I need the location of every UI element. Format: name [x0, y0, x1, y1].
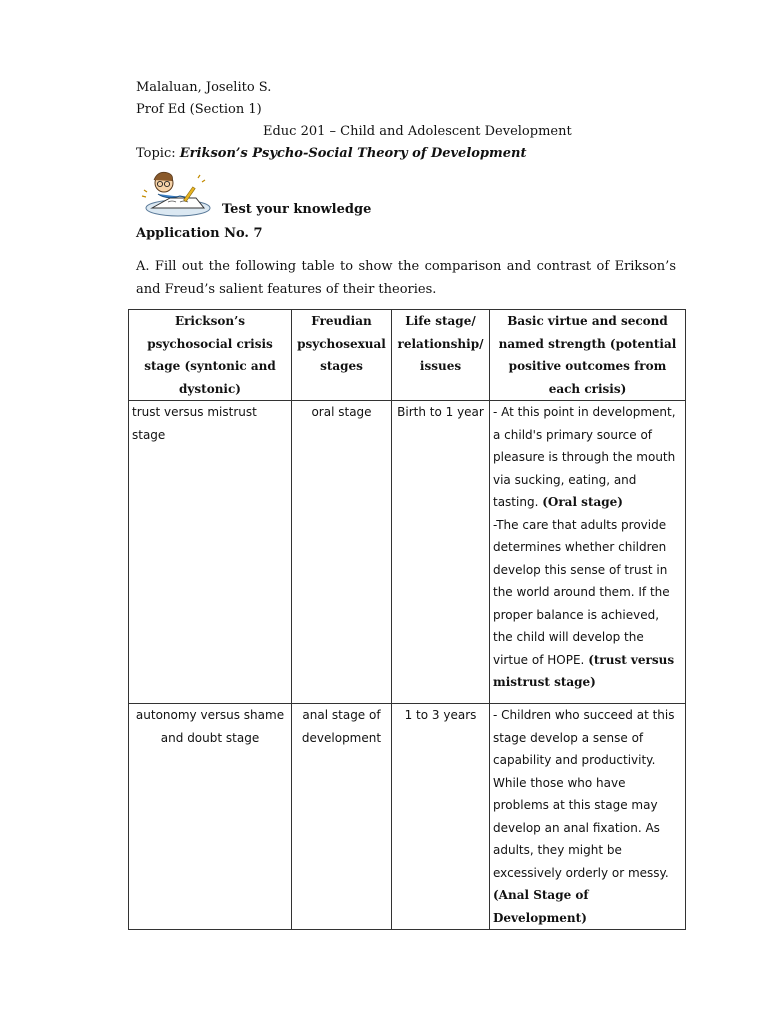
topic-label: Topic: [136, 146, 180, 161]
cell-virtue [490, 704, 686, 930]
comparison-table [128, 309, 686, 930]
test-heading: Test your knowledge [222, 202, 372, 217]
cell-freudian: oral stage [292, 401, 392, 704]
author-name: Malaluan, Joselito S. [136, 80, 272, 95]
subject-title: Educ 201 – Child and Adolescent Development [263, 124, 572, 139]
col-header-virtue: Basic virtue and second named strength (potential positive outcomes from each crisis) [490, 310, 686, 401]
cell-life-stage: 1 to 3 years [392, 704, 490, 930]
virtue-label: (trust versus mistrust stage) [493, 652, 675, 689]
col-header-erikson: Erickson’s psychosocial crisis stage (syntonic and dystonic) [129, 310, 292, 401]
virtue-label: (Oral stage) [542, 495, 623, 509]
topic-title: Erikson’s Psycho-Social Theory of Development [179, 146, 527, 161]
virtue-text: - Children who succeed at this stage develop a sense of capability and productivity. While those who have problems at this stage may develop an anal fixation. As adults, they might be excessively orderly or messy. [493, 708, 675, 880]
virtue-text: -The care that adults provide determines whether children develop this sense of trust in the world around them. If the proper balance is achieved, the child will develop the virtue of HOPE. [493, 517, 670, 667]
cell-life-stage: Birth to 1 year [392, 401, 490, 704]
instructions-paragraph: A. Fill out the following table to show the comparison and contrast of Erikson’s and Freud’s salient features of their theories. [136, 259, 676, 297]
topic-line [136, 146, 527, 162]
cell-stage: trust versus mistrust stage [129, 401, 292, 704]
application-heading: Application No. 7 [136, 226, 263, 241]
col-header-freudian: Freudian psychosexual stages [292, 310, 392, 401]
table-header-row [129, 310, 686, 401]
table-row [129, 401, 686, 704]
table-row [129, 704, 686, 930]
col-header-life-stage: Life stage/ relationship/ issues [392, 310, 490, 401]
cell-stage: autonomy versus shame and doubt stage [129, 704, 292, 930]
cell-virtue [490, 401, 686, 704]
course-section: Prof Ed (Section 1) [136, 102, 262, 117]
virtue-text: - At this point in development, a child's primary source of pleasure is through the mouth via sucking, eating, and tasting. [493, 405, 676, 509]
cell-freudian: anal stage of development [292, 704, 392, 930]
student-writing-clipart-icon [138, 168, 214, 218]
virtue-label: (Anal Stage of Development) [493, 888, 589, 925]
